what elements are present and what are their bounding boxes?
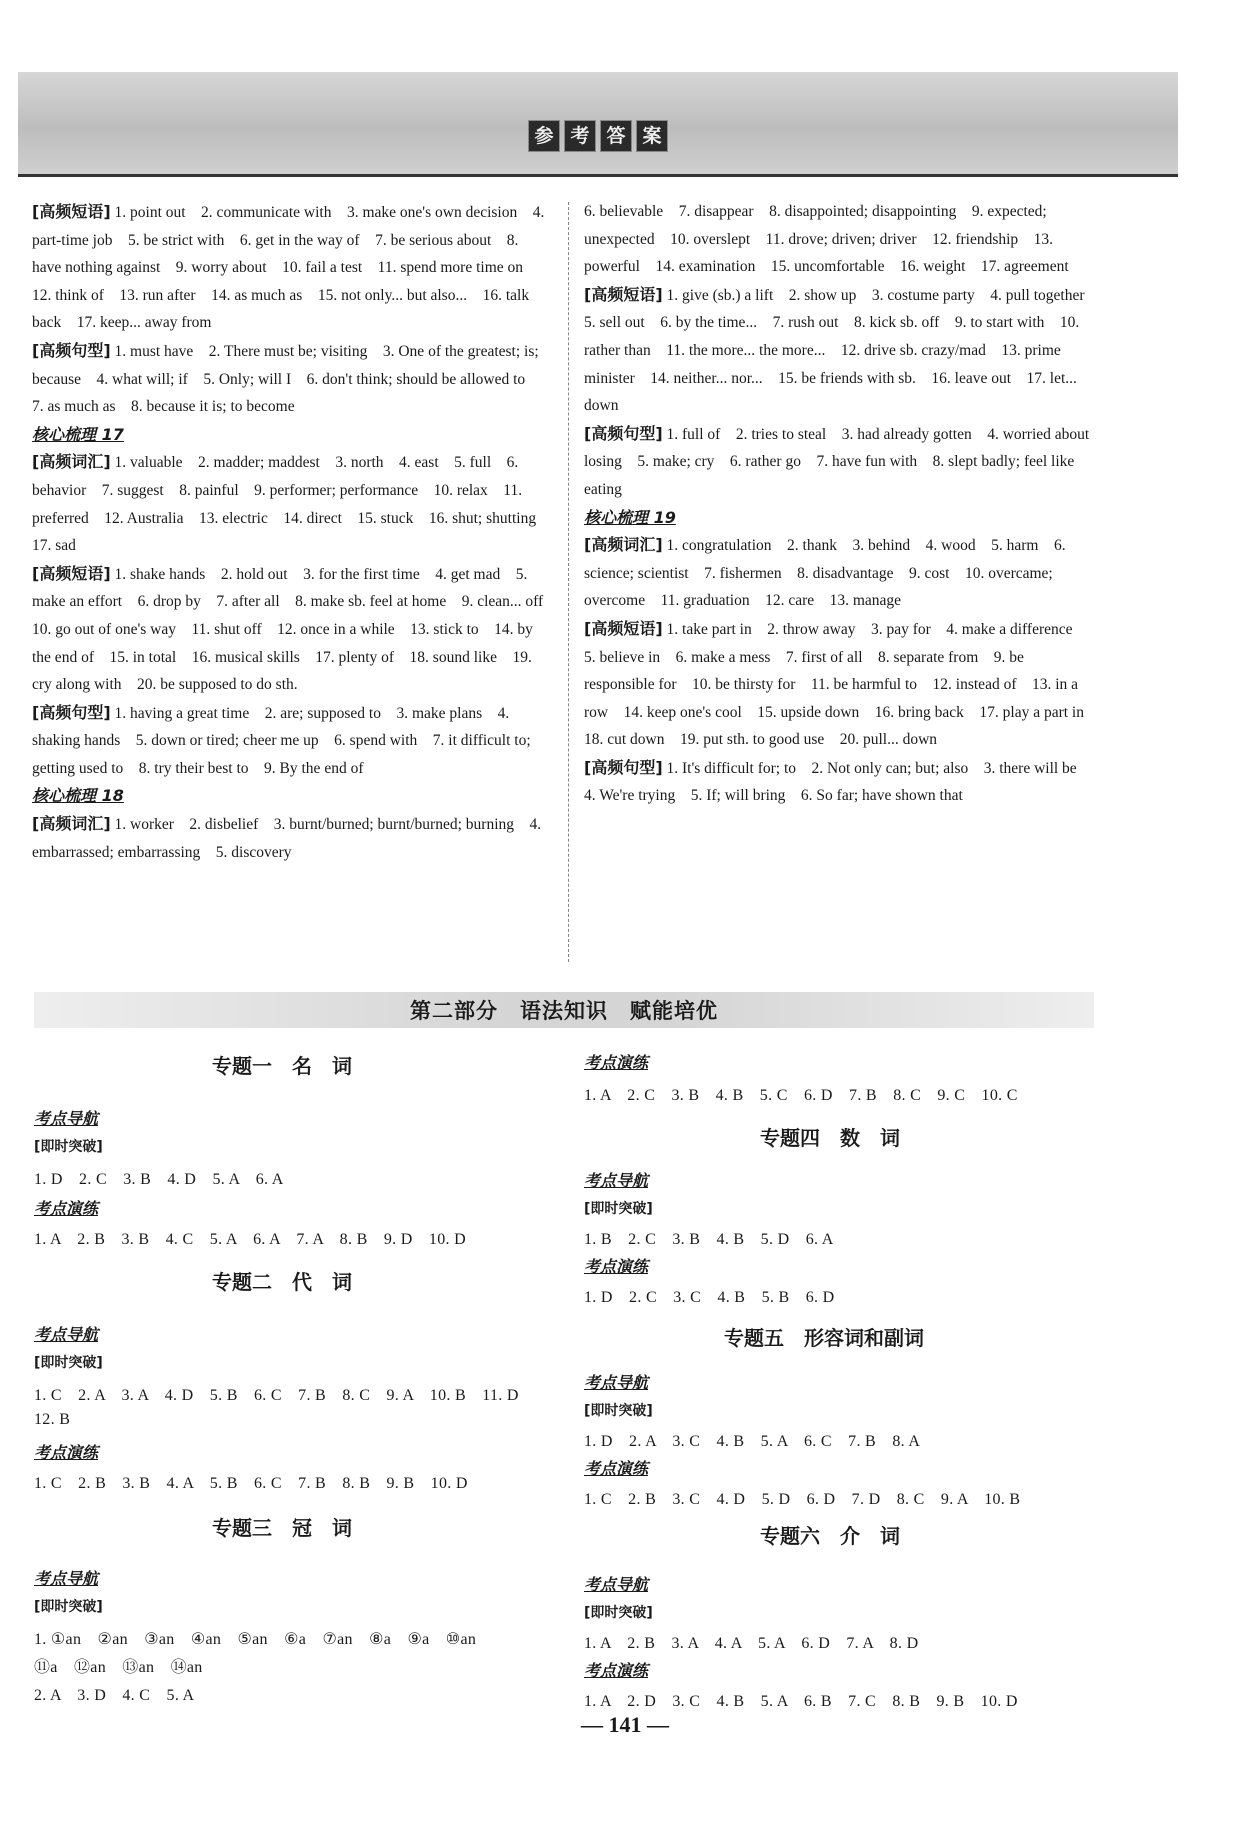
answer-block: [32, 699, 547, 783]
topic-title: 专题三 冠 词: [212, 1516, 352, 1540]
part-two-title: 第二部分 语法知识 赋能培优: [410, 999, 718, 1023]
topic-title: 专题二 代 词: [212, 1270, 352, 1294]
section-tag: [高频词汇]: [32, 452, 111, 472]
section-tag: [即时突破]: [584, 1201, 653, 1217]
answer-block: [584, 615, 1100, 754]
page-title: [18, 120, 1178, 152]
section-tag: [高频句型]: [32, 702, 111, 722]
section-heading: 考点演练: [584, 1661, 649, 1680]
section-tag: [高频短语]: [32, 202, 111, 221]
answer-block: 6. believable 7. disappear 8. disappointed; disappointing 9. expected; unexpected 10. overslept 11. drove; driven; driver 12. friendship 13. powerful 14. examination 15. uncomfortable 16. weight 17. agreement: [584, 203, 1069, 276]
section-heading: 考点演练: [34, 1199, 99, 1218]
answer-text: 1. point out 2. communicate with 3. make one's own decision 4. part-time job 5. be strict with 6. get in the way of 7. be serious about 8. have nothing against 9. worry about 10. fail a test 11. spend more time on 12. think of 13. run after 14. as much as 15. not only... but also... 16. talk back 17. keep... away from: [32, 204, 545, 332]
section-heading: 考点演练: [34, 1443, 99, 1462]
section-tag: [即时突破]: [584, 1605, 653, 1621]
title-char: 答: [600, 120, 632, 152]
answer-text: 1. congratulation 2. thank 3. behind 4. wood 5. harm 6. science; scientist 7. fishermen 8. disadvantage 9. cost 10. overcame; overcome 11. graduation 12. care 13. manage: [584, 537, 1066, 610]
answer-line: 1. D 2. C 3. B 4. D 5. A 6. A: [34, 1171, 284, 1188]
answer-line: 1. C 2. B 3. B 4. A 5. B 6. C 7. B 8. B 9. B 10. D: [34, 1475, 468, 1492]
answer-line: 1. B 2. C 3. B 4. B 5. D 6. A: [584, 1231, 834, 1248]
answer-block: [584, 420, 1094, 504]
answer-line: 1. C 2. B 3. C 4. D 5. D 6. D 7. D 8. C 9. A 10. B: [584, 1491, 1021, 1508]
answer-text: 1. give (sb.) a lift 2. show up 3. costume party 4. pull together 5. sell out 6. by the time... 7. rush out 8. kick sb. off 9. to start with 10. rather than 11. the more... the more... 12. drive sb. crazy/mad 13. prime minister 14. neither... nor... 15. be friends with sb. 16. leave out 17. let... down: [584, 286, 1101, 415]
answer-line: 1. A 2. D 3. C 4. B 5. A 6. B 7. C 8. B 9. B 10. D: [584, 1693, 1018, 1710]
answer-line: 1. A 2. B 3. B 4. C 5. A 6. A 7. A 8. B 9. D 10. D: [34, 1231, 466, 1248]
left-answer-column: [32, 198, 559, 866]
answer-block: [32, 448, 552, 559]
topic-title: 专题五 形容词和副词: [724, 1326, 924, 1350]
page-number: — 141 —: [581, 1712, 669, 1737]
answer-text: 1. It's difficult for; to 2. Not only can; but; also 3. there will be 4. We're trying 5. If; will bring 6. So far; have shown that: [584, 759, 1093, 805]
section-heading: 考点导航: [584, 1171, 649, 1190]
answer-line: 1. D 2. A 3. C 4. B 5. A 6. C 7. B 8. A: [584, 1433, 921, 1450]
answer-block: [32, 337, 547, 421]
topic-title: 专题一 名 词: [212, 1054, 352, 1078]
section-tag: [高频句型]: [32, 340, 111, 360]
answer-line: 1. A 2. B 3. A 4. A 5. A 6. D 7. A 8. D: [584, 1635, 919, 1652]
answer-line: ⑪a ⑫an ⑬an ⑭an: [34, 1659, 203, 1676]
section-tag: [高频词汇]: [584, 535, 663, 555]
title-char: 考: [564, 120, 596, 152]
section-heading: 考点导航: [34, 1569, 99, 1588]
section-heading: 考点导航: [34, 1325, 99, 1344]
answer-text: 1. full of 2. tries to steal 3. had already gotten 4. worried about losing 5. make; cry 6. rather go 7. have fun with 8. slept badly; feel like eating: [584, 425, 1090, 498]
section-tag: [高频句型]: [584, 423, 663, 443]
answer-text: 1. worker 2. disbelief 3. burnt/burned; burnt/burned; burning 4. embarrassed; embarrassing 5. discovery: [32, 816, 542, 861]
answer-line: 1. ①an ②an ③an ④an ⑤an ⑥a ⑦an ⑧a ⑨a ⑩an: [34, 1631, 477, 1648]
answer-block: [584, 531, 1094, 615]
answer-line: 2. A 3. D 4. C 5. A: [34, 1687, 195, 1704]
title-char: 案: [636, 120, 668, 152]
section-tag: [即时突破]: [584, 1403, 653, 1419]
title-char: 参: [528, 120, 560, 152]
answer-line: 12. B: [34, 1411, 71, 1428]
answer-block: [32, 198, 547, 337]
answer-text: 1. valuable 2. madder; maddest 3. north 4. east 5. full 6. behavior 7. suggest 8. painful 9. performer; performance 10. relax 11. preferred 12. Australia 13. electric 14. direct 15. stuck 16. shut; shutting 17. sad: [32, 454, 552, 555]
column-divider: [568, 202, 569, 962]
answer-line: 1. D 2. C 3. C 4. B 5. B 6. D: [584, 1289, 835, 1306]
answer-block: [584, 754, 1094, 810]
core-heading: 核心梳理 19: [584, 507, 676, 527]
answer-text: 1. must have 2. There must be; visiting 3. One of the greatest; is; because 4. what will; if 5. Only; will I 6. don't think; should be allowed to 7. as much as 8. because it is; to become: [32, 342, 541, 416]
header-banner: [18, 72, 1178, 177]
answer-line: 1. A 2. C 3. B 4. B 5. C 6. D 7. B 8. C 9. C 10. C: [584, 1087, 1018, 1104]
section-heading: 考点演练: [584, 1459, 649, 1478]
section-heading: 考点导航: [584, 1575, 649, 1594]
section-tag: [高频短语]: [32, 563, 111, 583]
section-heading: 考点演练: [584, 1257, 649, 1276]
section-tag: [即时突破]: [34, 1599, 103, 1615]
answer-text: 1. take part in 2. throw away 3. pay for 4. make a difference 5. believe in 6. make a mess 7. first of all 8. separate from 9. be responsible for 10. be thirsty for 11. be harmful to 12. instead of 13. in a row 14. keep one's cool 15. upside down 16. bring back 17. play a part in 18. cut down 19. put sth. to good use 20. pull... down: [584, 620, 1100, 749]
answer-block: [584, 281, 1101, 420]
core-heading: 核心梳理 17: [32, 424, 124, 444]
section-heading: 考点导航: [34, 1109, 99, 1128]
section-tag: [高频词汇]: [32, 814, 111, 834]
answer-line: 1. C 2. A 3. A 4. D 5. B 6. C 7. B 8. C 9. A 10. B 11. D: [34, 1387, 519, 1404]
answer-block: [32, 810, 547, 866]
answer-text: 1. shake hands 2. hold out 3. for the first time 4. get mad 5. make an effort 6. drop by 7. after all 8. make sb. feel at home 9. clean... off 10. go out of one's way 11. shut off 12. once in a while 13. stick to 14. by the end of 15. in total 16. musical skills 17. plenty of 18. sound like 19. cry along with 20. be supposed to do sth.: [32, 565, 559, 694]
answer-text: 1. having a great time 2. are; supposed to 3. make plans 4. shaking hands 5. down or tired; cheer me up 6. spend with 7. it difficult to; getting used to 8. try their best to 9. By the end of: [32, 704, 531, 777]
section-tag: [高频句型]: [584, 757, 663, 777]
section-heading: 考点演练: [584, 1053, 649, 1072]
section-tag: [高频短语]: [584, 618, 663, 638]
part-two-band: [34, 992, 1094, 1028]
topic-title: 专题六 介 词: [760, 1524, 900, 1548]
section-tag: [即时突破]: [34, 1139, 103, 1155]
answer-block: [32, 560, 559, 699]
topic-title: 专题四 数 词: [760, 1126, 900, 1150]
section-tag: [高频短语]: [584, 284, 663, 304]
section-tag: [即时突破]: [34, 1355, 103, 1371]
right-answer-column: [584, 198, 1101, 810]
section-heading: 考点导航: [584, 1373, 649, 1392]
core-heading: 核心梳理 18: [32, 786, 124, 806]
